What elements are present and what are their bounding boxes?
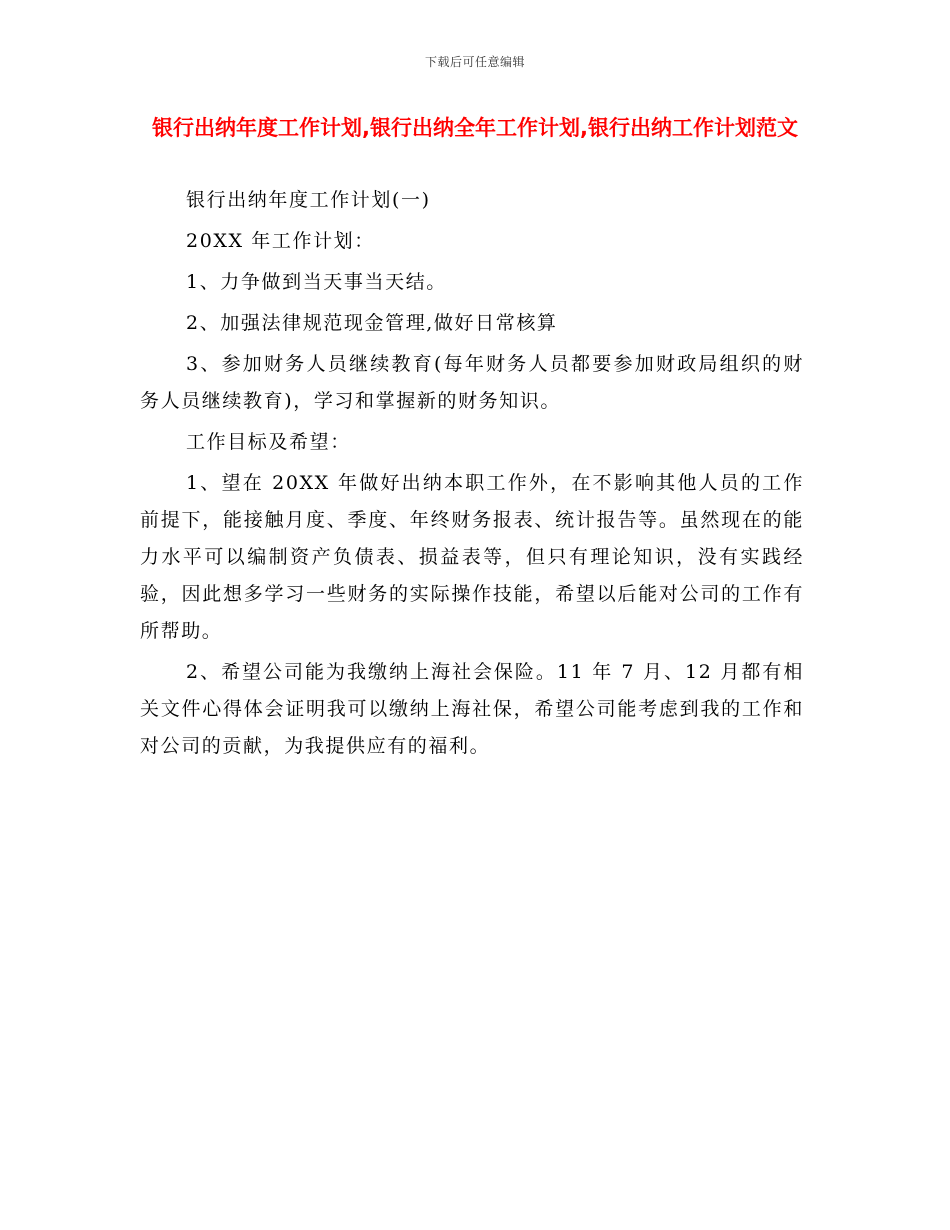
paragraph-item-1: 1、力争做到当天事当天结。 xyxy=(186,271,447,293)
document-body xyxy=(140,182,804,769)
paragraph-goal-2: 2、希望公司能为我缴纳上海社会保险。11 年 7 月、12 月都有相关文件心得体会证明我可以缴纳上海社保，希望公司能考虑到我的工作和对公司的贡献，为我提供应有的福利。 xyxy=(140,661,804,757)
paragraph-plan-heading: 银行出纳年度工作计划(一) xyxy=(186,189,431,211)
paragraph-year-plan: 20XX 年工作计划： xyxy=(186,230,375,252)
header-note: 下载后可任意编辑 xyxy=(424,55,525,69)
paragraph-goals-heading: 工作目标及希望： xyxy=(186,431,351,453)
document-title: 银行出纳年度工作计划,银行出纳全年工作计划,银行出纳工作计划范文 xyxy=(152,116,798,140)
paragraph-goal-1: 1、望在 20XX 年做好出纳本职工作外，在不影响其他人员的工作前提下，能接触月度、季度、年终财务报表、统计报告等。虽然现在的能力水平可以编制资产负债表、损益表等，但只有理论知识，没有实践经验，因此想多学习一些财务的实际操作技能，希望以后能对公司的工作有所帮助。 xyxy=(140,472,804,642)
paragraph-item-2: 2、加强法律规范现金管理,做好日常核算 xyxy=(186,312,558,334)
paragraph-item-3: 3、参加财务人员继续教育(每年财务人员都要参加财政局组织的财务人员继续教育)，学习和掌握新的财务知识。 xyxy=(140,353,804,412)
